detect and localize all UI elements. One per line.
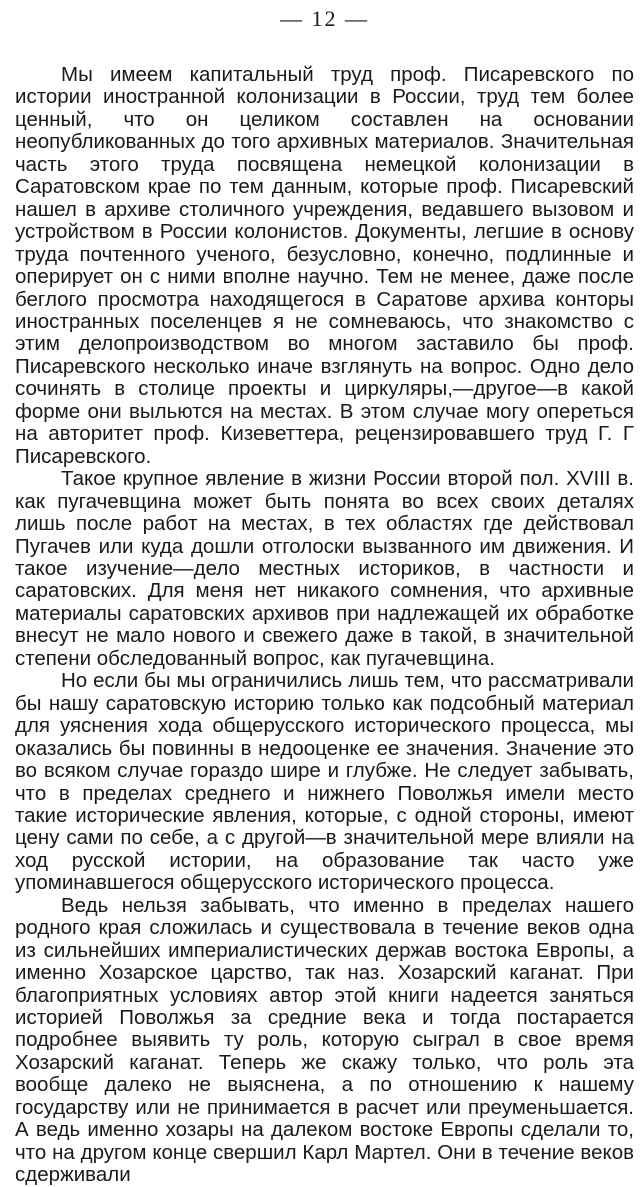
paragraph-khazar-khaganate: Ведь нельзя забывать, что именно в пределах нашего родного края сложилась и существовала в течение веков одна из сильнейших империалистических держав востока Европы, а именно Хозарское царство, так наз. Хозарский каганат. При благоприятных условиях автор этой книги надеется заняться историей Поволжья за средние века и тогда постарается подробнее выявить ту роль, которую сыграл в свое время Хозарский каганат. Теперь же скажу только, что роль эта вообще далеко не выяснена, а по отношению к нашему государству или не принимается в расчет или преуменьшается. А ведь именно хозары на далеком востоке Европы сделали то, что на другом конце свершил Карл Мартел. Они в течение веков сдерживали (15, 893, 634, 1187)
page-number: — 12 — (280, 6, 369, 31)
page-body (15, 64, 634, 1187)
paragraph-pugachevshchina: Такое крупное явление в жизни России второй пол. XVIII в. как пугачевщина может быть понята во всех своих деталях лишь после работ на местах, в тех областях где действовал Пугачев или куда дошли отголоски вызванного им движения. И такое изучение—дело местных историков, в частности и саратовских. Для меня нет никакого сомнения, что архивные материалы саратовских архивов при надлежащей их обработке внесут не мало нового и свежего даже в такой, в значительной степени обследованный вопрос, как пугачевщина. (15, 467, 634, 670)
paragraph-significance: Но если бы мы ограничились лишь тем, что рассматривали бы нашу саратовскую историю только как подсобный материал для уяснения хода общерусского исторического процесса, мы оказались бы повинны в недооценке ее значения. Значение это во всяком случае гораздо шире и глубже. Не следует забывать, что в пределах среднего и нижнего Поволжья имели место такие исторические явления, которые, с одной стороны, имеют цену сами по себе, а с другой—в значительной мере влияли на ход русской истории, на образование так часто уже упоминавшегося общерусского исторического процесса. (15, 669, 634, 895)
paragraph-colonization: Мы имеем капитальный труд проф. Писаревского по истории иностранной колонизации в России, труд тем более ценный, что он целиком составлен на основании неопубликованных до того архивных материалов. Значительная часть этого труда посвящена немецкой колонизации в Саратовском крае по тем данным, которые проф. Писаревский нашел в архиве столичного учреждения, ведавшего вызовом и устройством в России колонистов. Документы, легшие в основу труда почтенного ученого, безусловно, конечно, подлинные и оперирует он с ними вполне научно. Тем не менее, даже после беглого просмотра находящегося в Саратове архива конторы иностранных поселенцев я не сомневаюсь, что знакомство с этим делопроизводством во многом заставило бы проф. Писаревского несколько иначе взглянуть на вопрос. Одно дело сочинять в столице проекты и циркуляры,—другое—в какой форме они выльются на местах. В этом случае могу опереться на авторитет проф. Кизеветтера, рецензировавшего труд Г. Г Писаревского. (15, 63, 634, 468)
